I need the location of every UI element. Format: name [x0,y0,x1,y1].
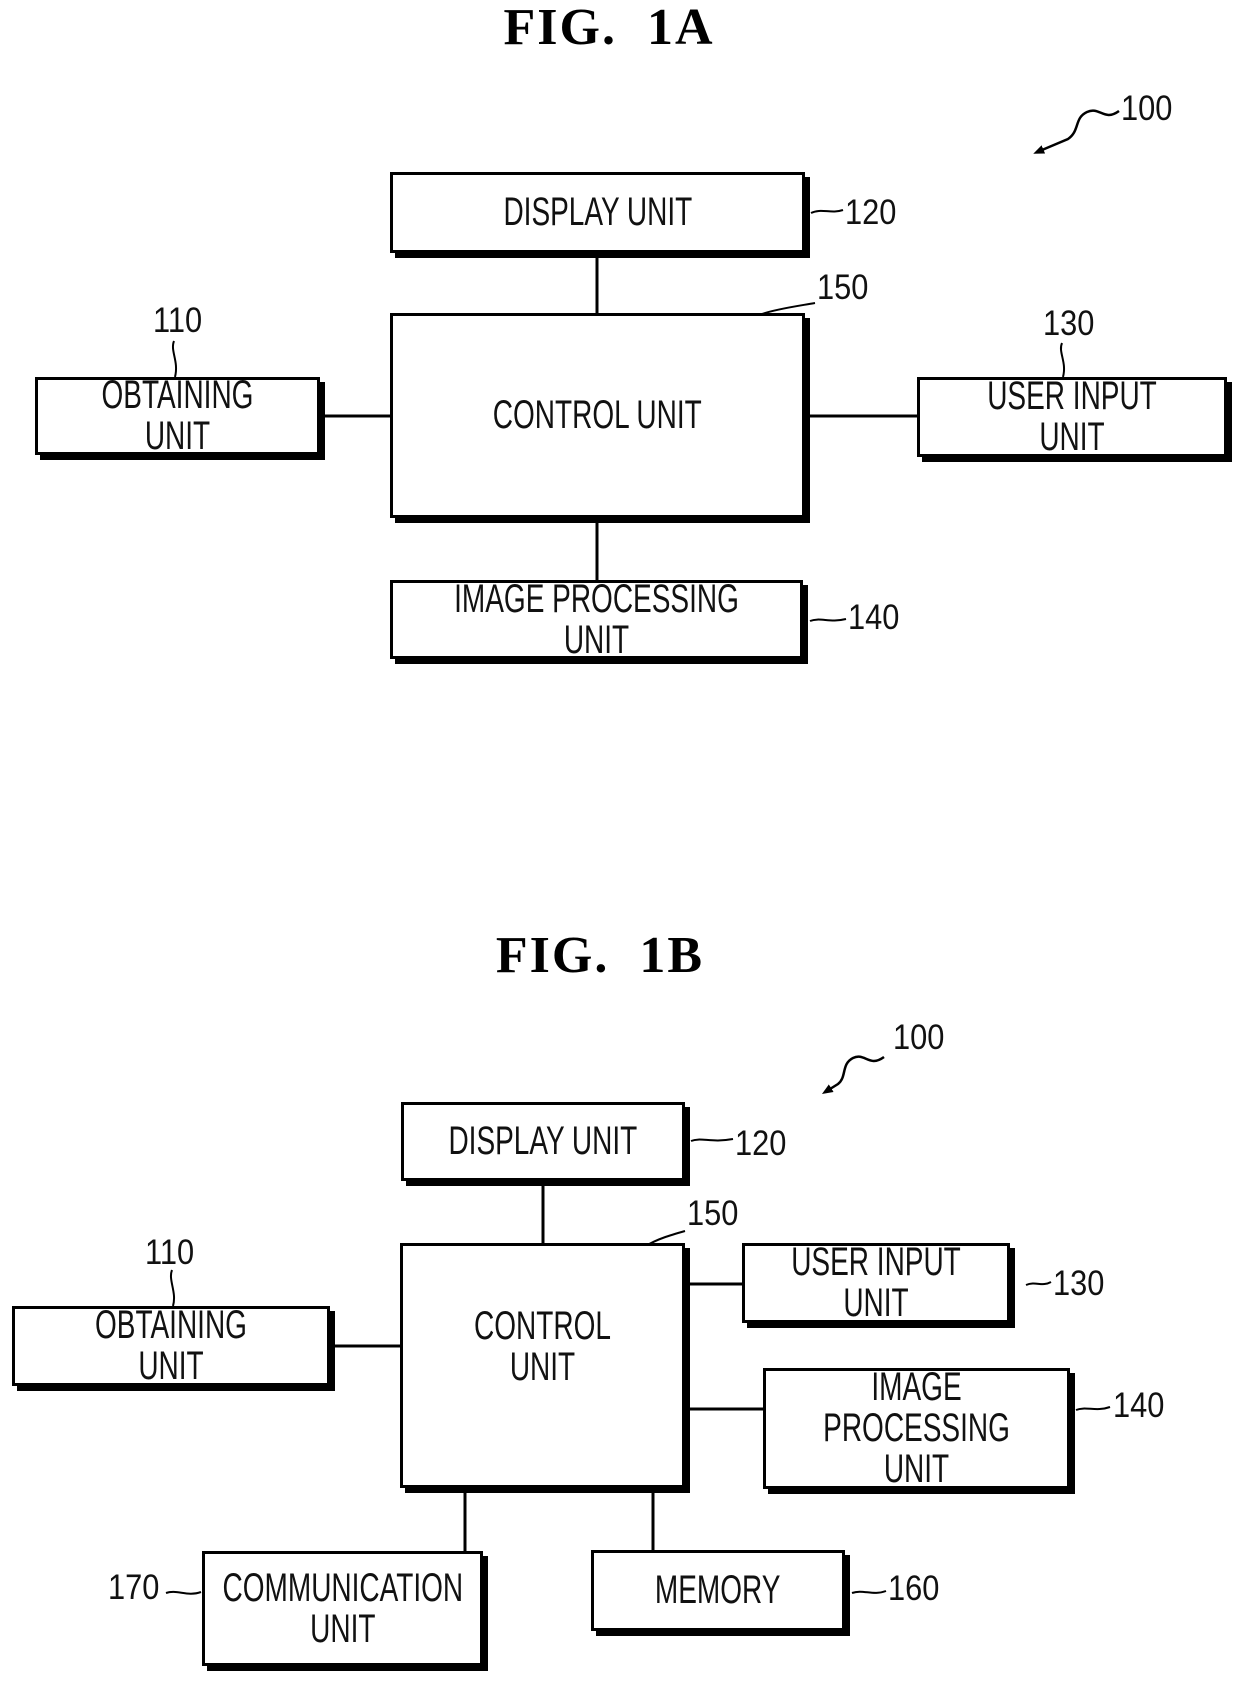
fig1b-ref-140: 140 [1113,1386,1165,1425]
fig1b-image-processing-unit-box [763,1365,1070,1491]
fig1b-image-processing-unit-label: IMAGE PROCESSING UNIT [823,1365,1010,1491]
fig1a-user-input-unit-box [917,374,1227,459]
fig1a-ref-120: 120 [845,193,897,232]
fig1b-communication-unit-box [202,1551,483,1666]
fig1b-ref-110: 110 [145,1233,195,1272]
fig1b-ref-150: 150 [687,1194,739,1233]
fig1a-obtaining-unit-label: OBTAINING UNIT [101,373,254,458]
fig1a-image-processing-unit-label: IMAGE PROCESSING UNIT [454,576,739,662]
fig1a-leader-130 [1061,343,1064,377]
fig1b-user-input-unit-label: USER INPUT UNIT [791,1240,961,1325]
fig1a-ref-130: 130 [1043,304,1095,343]
fig1a-ref-150: 150 [817,268,869,307]
fig1a-control-unit-box [390,313,805,518]
fig1a-leader-140 [810,619,846,621]
fig1b-communication-unit-label: COMMUNICATION UNIT [222,1565,463,1651]
fig1b-ref-arrow-icon [830,1057,884,1089]
fig1a-display-unit-box [390,172,805,253]
fig1b-ref-130: 130 [1053,1264,1105,1303]
fig1a-ref-100: 100 [1121,89,1173,128]
fig1b-ref-120: 120 [735,1124,787,1163]
fig1b-title: FIG. 1B [495,927,705,984]
fig1b-ref-170: 170 [108,1568,160,1607]
fig1a-ref-140: 140 [848,598,900,637]
fig1b-memory-label: MEMORY [655,1568,781,1613]
fig1b-leader-120 [691,1139,733,1141]
fig1a-ref-arrow-icon [1042,111,1119,150]
fig1a-display-unit-label: DISPLAY UNIT [503,190,692,235]
fig1b-obtaining-unit-box [12,1303,330,1388]
fig1b-ref-160: 160 [888,1569,940,1608]
fig1b-user-input-unit-box [742,1240,1010,1325]
fig1b-memory-box [591,1550,845,1631]
fig1b-leader-140 [1076,1407,1110,1410]
fig1a-image-processing-unit-box [390,576,803,662]
fig1a-obtaining-unit-box [35,373,320,458]
fig1a-control-unit-label: CONTROL UNIT [493,393,702,438]
fig1b-leader-170 [166,1592,201,1594]
fig1a-user-input-unit-label: USER INPUT UNIT [987,374,1157,459]
fig1b-leader-130 [1026,1282,1051,1285]
fig1b-leader-110 [171,1270,174,1306]
fig1b-leader-160 [852,1591,886,1593]
fig1a-ref-110: 110 [153,301,203,340]
fig1a-title: FIG. 1A [503,0,715,56]
fig1b-ref-100: 100 [893,1018,945,1057]
fig1b-display-unit-box [401,1102,685,1181]
fig1b-obtaining-unit-label: OBTAINING UNIT [95,1303,247,1388]
fig1a-leader-110 [173,341,176,377]
fig1b-display-unit-label: DISPLAY UNIT [448,1119,638,1164]
fig1b-control-unit-box [400,1243,685,1488]
fig1a-leader-120 [811,210,843,213]
fig1b-control-unit-label: CONTROL UNIT [474,1303,611,1389]
